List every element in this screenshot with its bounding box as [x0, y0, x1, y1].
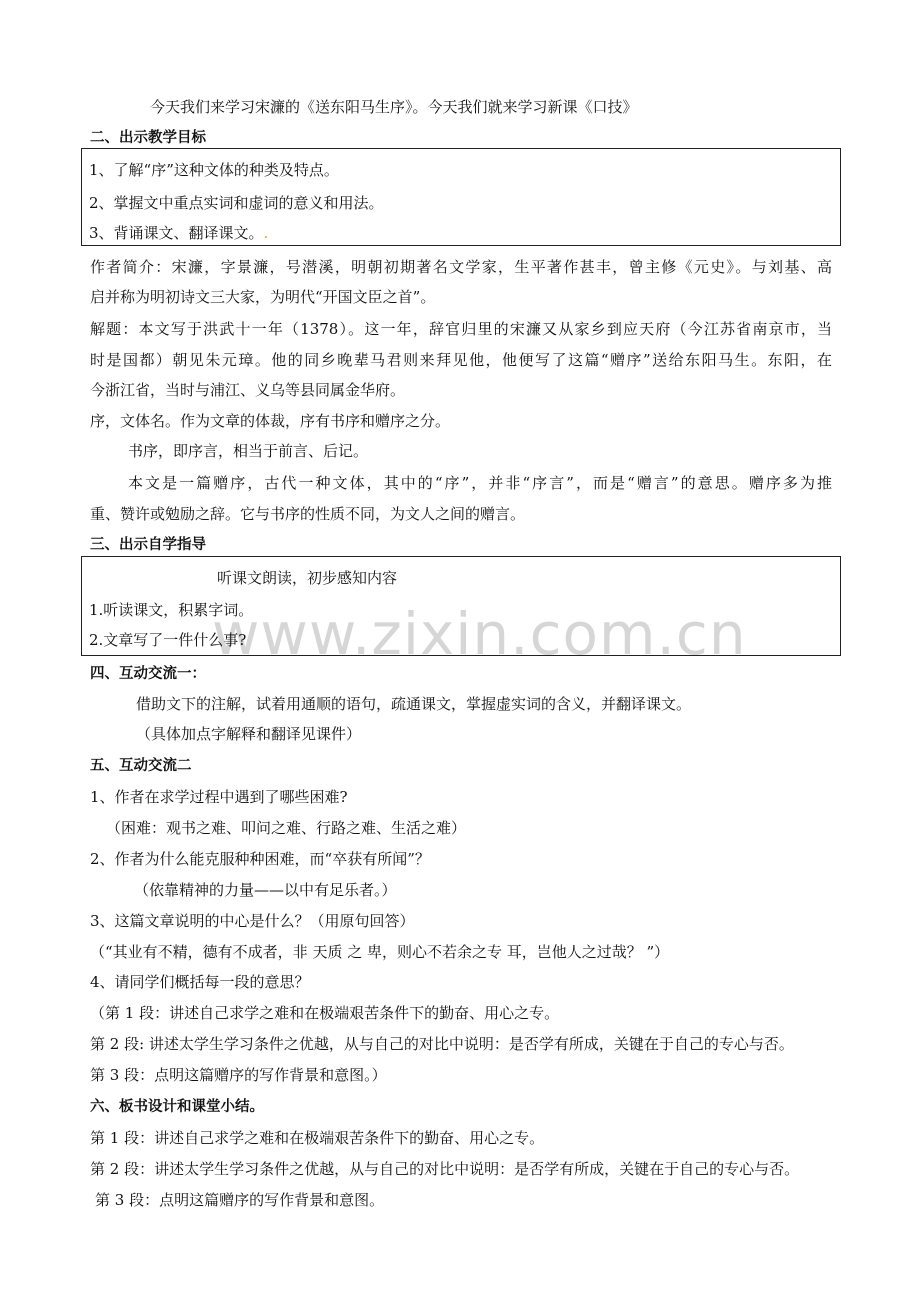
author-intro-line: 作者简介：宋濂，字景濂，号潜溪，明朝初期著名文学家，生平著作甚丰，曾主修《元史》。与刘基、高 — [90, 258, 832, 276]
question-3: 3、这篇文章说明的中心是什么？（用原句回答） — [90, 912, 415, 930]
paragraph-summary: （第 1 段：讲述自己求学之难和在极端艰苦条件下的勤奋、用心之专。 — [90, 1004, 560, 1022]
gift-preface-line: 重、赞许或勉励之辞。它与书序的性质不同，为文人之间的赠言。 — [90, 505, 526, 523]
topic-explanation-line: 时是国都）朝见朱元璋。他的同乡晚辈马君则来拜见他，他便写了这篇“赠序”送给东阳马生。东阳，在 — [90, 351, 832, 369]
topic-explanation-line: 解题：本文写于洪武十一年（1378）。这一年，辞官归里的宋濂又从家乡到应天府（今江苏省南京市，当 — [90, 320, 832, 338]
section-6-heading: 六、板书设计和课堂小结。 — [90, 1099, 264, 1115]
board-summary: 第 3 段：点明这篇赠序的写作背景和意图。 — [95, 1191, 385, 1209]
section-4-note: （具体加点字解释和翻译见课件） — [136, 725, 362, 743]
section-2-heading: 二、出示教学目标 — [90, 130, 206, 146]
section-4-heading: 四、互动交流一： — [90, 666, 206, 682]
question-1: 1、作者在求学过程中遇到了哪些困难? — [90, 788, 348, 806]
answer-2: （依靠精神的力量——以中有足乐者。） — [134, 881, 397, 899]
goal-item: 3、背诵课文、翻译课文。. — [89, 224, 269, 242]
section-5-heading: 五、互动交流二 — [90, 758, 192, 774]
section-4-text: 借助文下的注解，试着用通顺的语句，疏通课文，掌握虚实词的含义，并翻译课文。 — [136, 695, 692, 713]
book-preface-definition: 书序，即序言，相当于前言、后记。 — [128, 442, 369, 460]
question-2: 2、作者为什么能克服种种困难，而“卒获有所闻”？ — [90, 850, 430, 868]
answer-1: （困难：观书之难、叩问之难、行路之难、生活之难） — [106, 819, 467, 837]
intro-line: 今天我们来学习宋濂的《送东阳马生序》。今天我们就来学习新课《口技》 — [150, 98, 638, 116]
board-summary: 第 2 段：讲述太学生学习条件之优越，从与自己的对比中说明：是否学有所成，关键在于自己的专心与否。 — [90, 1160, 800, 1178]
question-4: 4、请同学们概括每一段的意思？ — [90, 973, 310, 991]
section-3-heading: 三、出示自学指导 — [90, 537, 206, 553]
goal-item: 1、了解“序”这种文体的种类及特点。 — [89, 161, 339, 179]
gift-preface-line: 本文是一篇赠序，古代一种文体，其中的“序”，并非“序言”，而是“赠言”的意思。赠序多为推 — [128, 474, 832, 492]
answer-3: （“其业有不精，德有不成者，非 天质 之 卑，则心不若余之专 耳，岂他人之过哉？ ”） — [90, 943, 670, 961]
topic-explanation-line: 今浙江省，当时与浦江、义乌等县同属金华府。 — [90, 381, 406, 399]
board-summary: 第 1 段：讲述自己求学之难和在极端艰苦条件下的勤奋、用心之专。 — [90, 1129, 545, 1147]
self-study-box — [81, 556, 841, 656]
watermark: www.zixin.com.cn — [212, 600, 747, 668]
teaching-goals-box — [81, 148, 841, 246]
paragraph-summary: 第 2 段: 讲述太学生学习条件之优越，从与自己的对比中说明：是否学有所成，关键在于自己的专心与否。 — [90, 1035, 794, 1053]
author-intro-line: 启并称为明初诗文三大家，为明代“开国文臣之首”。 — [90, 288, 436, 306]
paragraph-summary: 第 3 段：点明这篇赠序的写作背景和意图。） — [90, 1066, 387, 1084]
self-study-title: 听课文朗读，初步感知内容 — [217, 569, 398, 587]
xu-definition: 序，文体名。作为文章的体裁，序有书序和赠序之分。 — [90, 412, 451, 430]
self-study-item: 2.文章写了一件什么事? — [89, 631, 247, 649]
self-study-item: 1.听读课文，积累字词。 — [89, 601, 254, 619]
goal-item: 2、掌握文中重点实词和虚词的意义和用法。 — [89, 194, 384, 212]
